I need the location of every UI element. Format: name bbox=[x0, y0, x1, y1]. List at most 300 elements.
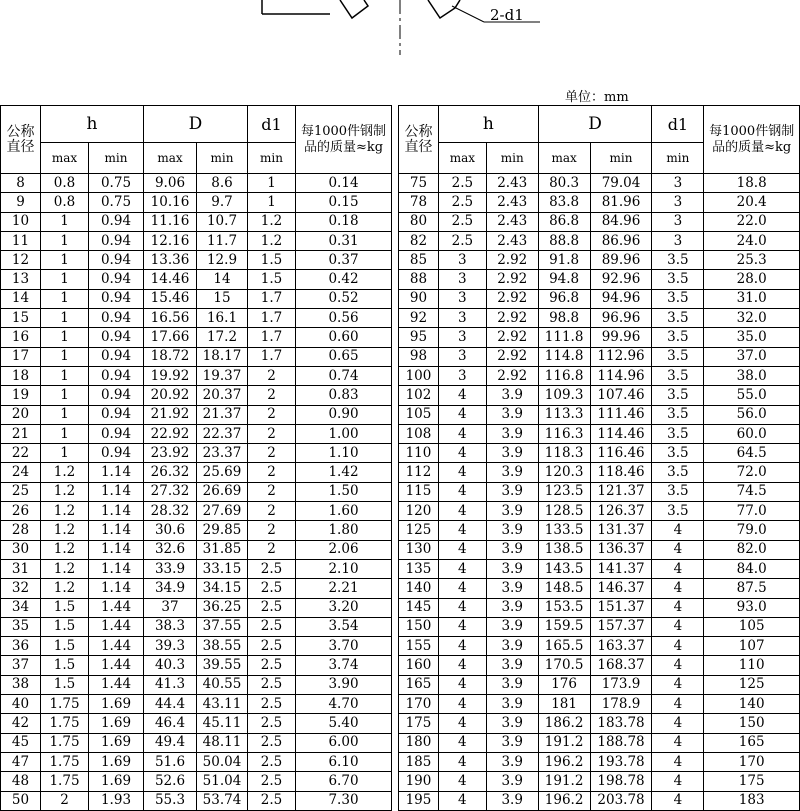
nominal-diameter-cell: 102 bbox=[399, 386, 439, 405]
h-max-cell: 1 bbox=[41, 405, 89, 424]
h-min-cell: 3.9 bbox=[486, 579, 538, 598]
d1-min-cell: 4 bbox=[652, 772, 704, 791]
d1-min-cell: 4 bbox=[652, 733, 704, 752]
h-min-cell: 0.94 bbox=[89, 212, 144, 231]
nominal-diameter-cell: 36 bbox=[1, 637, 41, 656]
header-h-min: min bbox=[486, 143, 538, 174]
h-min-cell: 0.94 bbox=[89, 366, 144, 385]
table-row bbox=[1, 733, 392, 752]
h-min-cell: 3.9 bbox=[486, 656, 538, 675]
D-min-cell: 50.04 bbox=[197, 752, 248, 771]
h-max-cell: 1.2 bbox=[41, 482, 89, 501]
D-max-cell: 128.5 bbox=[538, 502, 590, 521]
h-max-cell: 3 bbox=[438, 328, 486, 347]
h-min-cell: 3.9 bbox=[486, 637, 538, 656]
h-min-cell: 1.14 bbox=[89, 559, 144, 578]
h-min-cell: 1.93 bbox=[89, 791, 144, 810]
h-min-cell: 3.9 bbox=[486, 752, 538, 771]
weight-cell: 3.54 bbox=[296, 617, 392, 636]
weight-cell: 38.0 bbox=[704, 366, 800, 385]
D-min-cell: 16.1 bbox=[197, 309, 248, 328]
D-max-cell: 9.06 bbox=[144, 174, 197, 193]
weight-cell: 175 bbox=[704, 772, 800, 791]
h-min-cell: 0.94 bbox=[89, 270, 144, 289]
h-max-cell: 1.75 bbox=[41, 733, 89, 752]
D-min-cell: 20.37 bbox=[197, 386, 248, 405]
D-min-cell: 173.9 bbox=[590, 675, 652, 694]
D-min-cell: 121.37 bbox=[590, 482, 652, 501]
D-min-cell: 45.11 bbox=[197, 714, 248, 733]
D-min-cell: 15 bbox=[197, 289, 248, 308]
d1-min-cell: 3.5 bbox=[652, 289, 704, 308]
h-min-cell: 1.44 bbox=[89, 598, 144, 617]
nominal-diameter-cell: 88 bbox=[399, 270, 439, 289]
table-row bbox=[1, 424, 392, 443]
h-max-cell: 4 bbox=[438, 540, 486, 559]
nominal-diameter-cell: 18 bbox=[1, 366, 41, 385]
nominal-diameter-cell: 11 bbox=[1, 231, 41, 250]
D-max-cell: 133.5 bbox=[538, 521, 590, 540]
nominal-diameter-cell: 40 bbox=[1, 695, 41, 714]
D-max-cell: 113.3 bbox=[538, 405, 590, 424]
h-max-cell: 1 bbox=[41, 386, 89, 405]
nominal-diameter-cell: 160 bbox=[399, 656, 439, 675]
header-D-min: min bbox=[197, 143, 248, 174]
nominal-diameter-cell: 190 bbox=[399, 772, 439, 791]
weight-cell: 170 bbox=[704, 752, 800, 771]
weight-cell: 105 bbox=[704, 617, 800, 636]
d1-min-cell: 4 bbox=[652, 752, 704, 771]
spec-table-left bbox=[0, 105, 392, 811]
table-row bbox=[1, 791, 392, 810]
D-max-cell: 22.92 bbox=[144, 424, 197, 443]
h-max-cell: 1 bbox=[41, 366, 89, 385]
table-row bbox=[1, 386, 392, 405]
table-row bbox=[399, 193, 800, 212]
D-max-cell: 16.56 bbox=[144, 309, 197, 328]
table-row bbox=[399, 405, 800, 424]
h-max-cell: 1.5 bbox=[41, 656, 89, 675]
D-max-cell: 138.5 bbox=[538, 540, 590, 559]
weight-cell: 183 bbox=[704, 791, 800, 810]
nominal-diameter-cell: 28 bbox=[1, 521, 41, 540]
nominal-diameter-cell: 9 bbox=[1, 193, 41, 212]
table-row bbox=[1, 347, 392, 366]
h-max-cell: 1.75 bbox=[41, 772, 89, 791]
D-min-cell: 107.46 bbox=[590, 386, 652, 405]
header-h-max: max bbox=[41, 143, 89, 174]
h-min-cell: 1.69 bbox=[89, 695, 144, 714]
d1-min-cell: 3 bbox=[652, 174, 704, 193]
h-max-cell: 3 bbox=[438, 309, 486, 328]
d1-min-cell: 2 bbox=[248, 444, 296, 463]
D-min-cell: 11.7 bbox=[197, 231, 248, 250]
nominal-diameter-cell: 17 bbox=[1, 347, 41, 366]
nominal-diameter-cell: 35 bbox=[1, 617, 41, 636]
d1-min-cell: 3 bbox=[652, 212, 704, 231]
h-max-cell: 1.2 bbox=[41, 502, 89, 521]
table-row bbox=[399, 637, 800, 656]
D-min-cell: 53.74 bbox=[197, 791, 248, 810]
h-max-cell: 4 bbox=[438, 386, 486, 405]
header-nominal-diameter: 公称直径 bbox=[1, 106, 41, 174]
h-min-cell: 3.9 bbox=[486, 714, 538, 733]
nominal-diameter-cell: 12 bbox=[1, 251, 41, 270]
table-row bbox=[399, 617, 800, 636]
table-row bbox=[1, 752, 392, 771]
D-min-cell: 40.55 bbox=[197, 675, 248, 694]
weight-cell: 77.0 bbox=[704, 502, 800, 521]
h-min-cell: 3.9 bbox=[486, 675, 538, 694]
h-min-cell: 0.94 bbox=[89, 424, 144, 443]
nominal-diameter-cell: 112 bbox=[399, 463, 439, 482]
weight-cell: 4.70 bbox=[296, 695, 392, 714]
h-max-cell: 1.2 bbox=[41, 579, 89, 598]
D-min-cell: 99.96 bbox=[590, 328, 652, 347]
D-max-cell: 15.46 bbox=[144, 289, 197, 308]
d1-min-cell: 3.5 bbox=[652, 502, 704, 521]
weight-cell: 24.0 bbox=[704, 231, 800, 250]
h-min-cell: 3.9 bbox=[486, 444, 538, 463]
weight-cell: 84.0 bbox=[704, 559, 800, 578]
table-row bbox=[399, 328, 800, 347]
weight-cell: 64.5 bbox=[704, 444, 800, 463]
h-min-cell: 2.92 bbox=[486, 270, 538, 289]
table-row bbox=[399, 579, 800, 598]
table-row bbox=[1, 405, 392, 424]
nominal-diameter-cell: 195 bbox=[399, 791, 439, 810]
D-max-cell: 51.6 bbox=[144, 752, 197, 771]
D-max-cell: 83.8 bbox=[538, 193, 590, 212]
h-max-cell: 1 bbox=[41, 424, 89, 443]
D-max-cell: 19.92 bbox=[144, 366, 197, 385]
D-max-cell: 120.3 bbox=[538, 463, 590, 482]
d1-min-cell: 3.5 bbox=[652, 270, 704, 289]
table-row bbox=[1, 193, 392, 212]
weight-cell: 2.06 bbox=[296, 540, 392, 559]
header-d1-min: min bbox=[652, 143, 704, 174]
table-row bbox=[399, 772, 800, 791]
weight-cell: 3.20 bbox=[296, 598, 392, 617]
table-row bbox=[399, 695, 800, 714]
nominal-diameter-cell: 13 bbox=[1, 270, 41, 289]
D-max-cell: 28.32 bbox=[144, 502, 197, 521]
d1-min-cell: 3.5 bbox=[652, 405, 704, 424]
d1-min-cell: 3.5 bbox=[652, 347, 704, 366]
header-D: D bbox=[538, 106, 652, 143]
d1-min-cell: 2.5 bbox=[248, 714, 296, 733]
weight-cell: 1.80 bbox=[296, 521, 392, 540]
nominal-diameter-cell: 120 bbox=[399, 502, 439, 521]
table-row bbox=[399, 251, 800, 270]
table-row bbox=[399, 540, 800, 559]
d1-min-cell: 3.5 bbox=[652, 251, 704, 270]
d1-min-cell: 1.5 bbox=[248, 251, 296, 270]
h-min-cell: 3.9 bbox=[486, 482, 538, 501]
D-min-cell: 168.37 bbox=[590, 656, 652, 675]
d1-min-cell: 4 bbox=[652, 695, 704, 714]
weight-cell: 0.60 bbox=[296, 328, 392, 347]
D-min-cell: 23.37 bbox=[197, 444, 248, 463]
weight-cell: 7.30 bbox=[296, 791, 392, 810]
h-min-cell: 2.43 bbox=[486, 212, 538, 231]
h-min-cell: 2.92 bbox=[486, 328, 538, 347]
table-row bbox=[399, 598, 800, 617]
weight-cell: 93.0 bbox=[704, 598, 800, 617]
h-max-cell: 4 bbox=[438, 559, 486, 578]
h-min-cell: 3.9 bbox=[486, 733, 538, 752]
weight-cell: 0.74 bbox=[296, 366, 392, 385]
d1-min-cell: 1 bbox=[248, 193, 296, 212]
weight-cell: 3.70 bbox=[296, 637, 392, 656]
h-min-cell: 0.94 bbox=[89, 386, 144, 405]
nominal-diameter-cell: 78 bbox=[399, 193, 439, 212]
h-max-cell: 4 bbox=[438, 791, 486, 810]
D-min-cell: 151.37 bbox=[590, 598, 652, 617]
weight-cell: 3.74 bbox=[296, 656, 392, 675]
table-row bbox=[1, 772, 392, 791]
d1-min-cell: 1.5 bbox=[248, 270, 296, 289]
h-max-cell: 1.5 bbox=[41, 617, 89, 636]
weight-cell: 32.0 bbox=[704, 309, 800, 328]
weight-cell: 6.70 bbox=[296, 772, 392, 791]
nominal-diameter-cell: 20 bbox=[1, 405, 41, 424]
h-min-cell: 1.14 bbox=[89, 540, 144, 559]
D-max-cell: 30.6 bbox=[144, 521, 197, 540]
D-max-cell: 44.4 bbox=[144, 695, 197, 714]
h-max-cell: 3 bbox=[438, 366, 486, 385]
d1-min-cell: 4 bbox=[652, 521, 704, 540]
h-min-cell: 1.14 bbox=[89, 463, 144, 482]
nominal-diameter-cell: 38 bbox=[1, 675, 41, 694]
D-min-cell: 33.15 bbox=[197, 559, 248, 578]
D-max-cell: 38.3 bbox=[144, 617, 197, 636]
table-row bbox=[1, 521, 392, 540]
weight-cell: 1.50 bbox=[296, 482, 392, 501]
weight-cell: 1.00 bbox=[296, 424, 392, 443]
h-max-cell: 4 bbox=[438, 502, 486, 521]
table-row bbox=[399, 366, 800, 385]
h-min-cell: 3.9 bbox=[486, 521, 538, 540]
table-row bbox=[399, 270, 800, 289]
h-max-cell: 1 bbox=[41, 309, 89, 328]
nominal-diameter-cell: 85 bbox=[399, 251, 439, 270]
D-min-cell: 178.9 bbox=[590, 695, 652, 714]
nominal-diameter-cell: 45 bbox=[1, 733, 41, 752]
d1-min-cell: 1.2 bbox=[248, 231, 296, 250]
h-max-cell: 4 bbox=[438, 444, 486, 463]
h-min-cell: 2.43 bbox=[486, 174, 538, 193]
nominal-diameter-cell: 47 bbox=[1, 752, 41, 771]
h-min-cell: 0.94 bbox=[89, 251, 144, 270]
D-max-cell: 91.8 bbox=[538, 251, 590, 270]
nominal-diameter-cell: 50 bbox=[1, 791, 41, 810]
h-max-cell: 4 bbox=[438, 579, 486, 598]
weight-cell: 22.0 bbox=[704, 212, 800, 231]
nominal-diameter-cell: 15 bbox=[1, 309, 41, 328]
weight-cell: 0.42 bbox=[296, 270, 392, 289]
h-min-cell: 0.94 bbox=[89, 405, 144, 424]
h-min-cell: 1.44 bbox=[89, 675, 144, 694]
weight-cell: 56.0 bbox=[704, 405, 800, 424]
table-row bbox=[399, 714, 800, 733]
nominal-diameter-cell: 22 bbox=[1, 444, 41, 463]
h-max-cell: 4 bbox=[438, 405, 486, 424]
table-row bbox=[399, 675, 800, 694]
nominal-diameter-cell: 14 bbox=[1, 289, 41, 308]
h-max-cell: 1.2 bbox=[41, 463, 89, 482]
D-max-cell: 14.46 bbox=[144, 270, 197, 289]
weight-cell: 35.0 bbox=[704, 328, 800, 347]
weight-cell: 140 bbox=[704, 695, 800, 714]
h-max-cell: 1 bbox=[41, 270, 89, 289]
D-max-cell: 18.72 bbox=[144, 347, 197, 366]
table-row bbox=[399, 386, 800, 405]
h-max-cell: 2.5 bbox=[438, 193, 486, 212]
h-max-cell: 3 bbox=[438, 270, 486, 289]
d1-min-cell: 1 bbox=[248, 174, 296, 193]
D-min-cell: 112.96 bbox=[590, 347, 652, 366]
table-row bbox=[399, 212, 800, 231]
d1-min-cell: 3.5 bbox=[652, 424, 704, 443]
D-min-cell: 94.96 bbox=[590, 289, 652, 308]
h-max-cell: 4 bbox=[438, 714, 486, 733]
D-min-cell: 96.96 bbox=[590, 309, 652, 328]
D-max-cell: 123.5 bbox=[538, 482, 590, 501]
header-h: h bbox=[438, 106, 538, 143]
D-max-cell: 49.4 bbox=[144, 733, 197, 752]
D-max-cell: 55.3 bbox=[144, 791, 197, 810]
h-min-cell: 1.44 bbox=[89, 656, 144, 675]
table-row bbox=[1, 559, 392, 578]
weight-cell: 1.60 bbox=[296, 502, 392, 521]
table-row bbox=[1, 212, 392, 231]
table-row bbox=[399, 463, 800, 482]
nominal-diameter-cell: 90 bbox=[399, 289, 439, 308]
h-max-cell: 0.8 bbox=[41, 174, 89, 193]
d1-min-cell: 3.5 bbox=[652, 444, 704, 463]
table-row bbox=[399, 521, 800, 540]
D-max-cell: 111.8 bbox=[538, 328, 590, 347]
d1-min-cell: 2 bbox=[248, 366, 296, 385]
D-max-cell: 196.2 bbox=[538, 752, 590, 771]
D-max-cell: 41.3 bbox=[144, 675, 197, 694]
D-max-cell: 191.2 bbox=[538, 733, 590, 752]
table-row bbox=[1, 231, 392, 250]
nominal-diameter-cell: 26 bbox=[1, 502, 41, 521]
d1-min-cell: 4 bbox=[652, 714, 704, 733]
d1-min-cell: 2.5 bbox=[248, 733, 296, 752]
nominal-diameter-cell: 80 bbox=[399, 212, 439, 231]
d1-min-cell: 4 bbox=[652, 540, 704, 559]
nominal-diameter-cell: 16 bbox=[1, 328, 41, 347]
D-min-cell: 9.7 bbox=[197, 193, 248, 212]
h-min-cell: 3.9 bbox=[486, 598, 538, 617]
weight-cell: 82.0 bbox=[704, 540, 800, 559]
h-max-cell: 4 bbox=[438, 637, 486, 656]
h-min-cell: 0.75 bbox=[89, 193, 144, 212]
table-row bbox=[399, 733, 800, 752]
table-row bbox=[1, 482, 392, 501]
h-min-cell: 1.14 bbox=[89, 521, 144, 540]
h-min-cell: 3.9 bbox=[486, 502, 538, 521]
h-min-cell: 0.94 bbox=[89, 444, 144, 463]
D-min-cell: 203.78 bbox=[590, 791, 652, 810]
weight-cell: 125 bbox=[704, 675, 800, 694]
nominal-diameter-cell: 92 bbox=[399, 309, 439, 328]
D-max-cell: 114.8 bbox=[538, 347, 590, 366]
table-row bbox=[1, 463, 392, 482]
h-min-cell: 3.9 bbox=[486, 791, 538, 810]
weight-cell: 165 bbox=[704, 733, 800, 752]
h-min-cell: 2.92 bbox=[486, 309, 538, 328]
header-D-max: max bbox=[144, 143, 197, 174]
weight-cell: 20.4 bbox=[704, 193, 800, 212]
h-min-cell: 3.9 bbox=[486, 463, 538, 482]
header-D: D bbox=[144, 106, 248, 143]
h-max-cell: 4 bbox=[438, 424, 486, 443]
D-min-cell: 111.46 bbox=[590, 405, 652, 424]
header-h: h bbox=[41, 106, 144, 143]
D-max-cell: 94.8 bbox=[538, 270, 590, 289]
nominal-diameter-cell: 19 bbox=[1, 386, 41, 405]
header-D-min: min bbox=[590, 143, 652, 174]
h-min-cell: 3.9 bbox=[486, 424, 538, 443]
D-max-cell: 33.9 bbox=[144, 559, 197, 578]
nominal-diameter-cell: 31 bbox=[1, 559, 41, 578]
D-min-cell: 43.11 bbox=[197, 695, 248, 714]
D-max-cell: 170.5 bbox=[538, 656, 590, 675]
weight-cell: 5.40 bbox=[296, 714, 392, 733]
nominal-diameter-cell: 180 bbox=[399, 733, 439, 752]
h-min-cell: 2.92 bbox=[486, 251, 538, 270]
h-min-cell: 2.43 bbox=[486, 231, 538, 250]
d1-min-cell: 2.5 bbox=[248, 579, 296, 598]
header-D-max: max bbox=[538, 143, 590, 174]
D-max-cell: 80.3 bbox=[538, 174, 590, 193]
D-min-cell: 38.55 bbox=[197, 637, 248, 656]
weight-cell: 2.10 bbox=[296, 559, 392, 578]
d1-min-cell: 4 bbox=[652, 675, 704, 694]
weight-cell: 107 bbox=[704, 637, 800, 656]
D-min-cell: 198.78 bbox=[590, 772, 652, 791]
h-min-cell: 2.92 bbox=[486, 347, 538, 366]
d1-min-cell: 2.5 bbox=[248, 675, 296, 694]
D-max-cell: 39.3 bbox=[144, 637, 197, 656]
D-max-cell: 118.3 bbox=[538, 444, 590, 463]
D-min-cell: 22.37 bbox=[197, 424, 248, 443]
header-d1: d1 bbox=[248, 106, 296, 143]
nominal-diameter-cell: 155 bbox=[399, 637, 439, 656]
weight-cell: 28.0 bbox=[704, 270, 800, 289]
d1-min-cell: 3.5 bbox=[652, 463, 704, 482]
D-min-cell: 25.69 bbox=[197, 463, 248, 482]
weight-cell: 0.52 bbox=[296, 289, 392, 308]
D-max-cell: 26.32 bbox=[144, 463, 197, 482]
nominal-diameter-cell: 145 bbox=[399, 598, 439, 617]
h-max-cell: 4 bbox=[438, 521, 486, 540]
table-row bbox=[1, 656, 392, 675]
D-max-cell: 98.8 bbox=[538, 309, 590, 328]
D-max-cell: 27.32 bbox=[144, 482, 197, 501]
h-max-cell: 4 bbox=[438, 733, 486, 752]
h-max-cell: 1.5 bbox=[41, 598, 89, 617]
D-max-cell: 86.8 bbox=[538, 212, 590, 231]
h-min-cell: 2.92 bbox=[486, 366, 538, 385]
d1-min-cell: 4 bbox=[652, 637, 704, 656]
table-row bbox=[1, 637, 392, 656]
h-min-cell: 1.69 bbox=[89, 772, 144, 791]
